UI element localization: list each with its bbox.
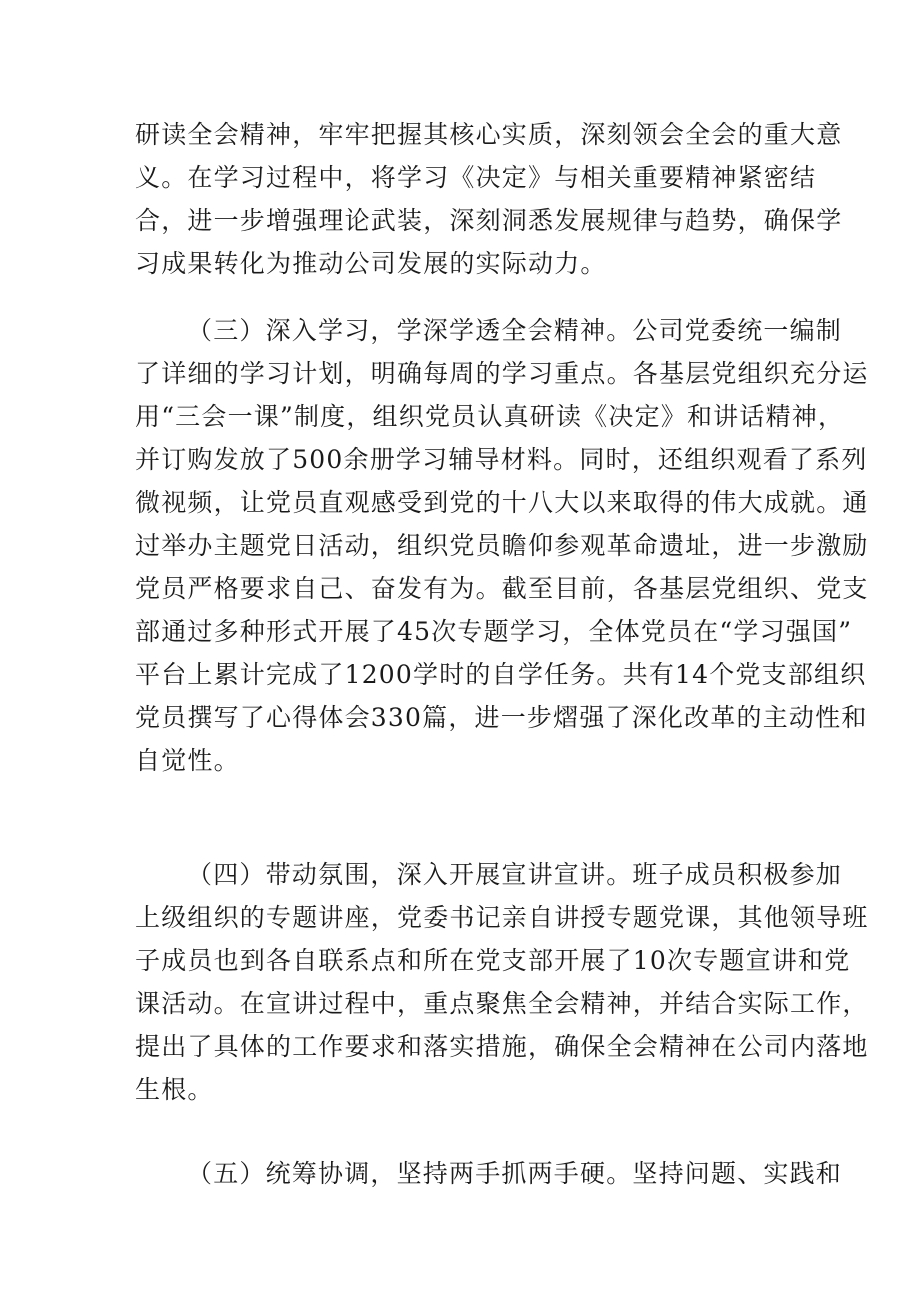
text-line: 课活动。在宣讲过程中，重点聚焦全会精神，并结合实际工作， [135, 989, 869, 1018]
text-line: 微视频，让党员直观感受到党的十八大以来取得的伟大成就。通 [135, 488, 869, 517]
text-line: 平台上累计完成了1200学时的自学任务。共有14个党支部组织 [135, 660, 867, 689]
text-line: 部通过多种形式开展了45次专题学习，全体党员在“学习强国” [135, 617, 853, 646]
text-line: 自觉性。 [135, 746, 240, 775]
text-line: 研读全会精神，牢牢把握其核心实质，深刻领会全会的重大意 [135, 120, 843, 149]
text-line: 党员严格要求自己、奋发有为。截至目前，各基层党组织、党支 [135, 574, 869, 603]
paragraph-continued [135, 113, 843, 285]
text-line: 并订购发放了500余册学习辅导材料。同时，还组织观看了系列 [135, 445, 868, 474]
text-line: 用“三会一课”制度，组织党员认真研读《决定》和讲话精神， [135, 402, 845, 431]
text-line: 过举办主题党日活动，组织党员瞻仰参观革命遗址，进一步激励 [135, 531, 869, 560]
text-line: （五）统筹协调，坚持两手抓两手硬。坚持问题、实践和 [187, 1159, 843, 1188]
paragraph-section-4 [135, 853, 869, 1111]
text-line: 上级组织的专题讲座，党委书记亲自讲授专题党课，其他领导班 [135, 903, 869, 932]
text-line: （三）深入学习，学深学透全会精神。公司党委统一编制 [187, 316, 843, 345]
paragraph-section-3 [135, 309, 869, 782]
text-line: （四）带动氛围，深入开展宣讲宣讲。班子成员积极参加 [187, 860, 843, 889]
paragraph-section-5 [135, 1152, 843, 1195]
text-line: 提出了具体的工作要求和落实措施，确保全会精神在公司内落地 [135, 1032, 869, 1061]
text-line: 生根。 [135, 1075, 214, 1104]
text-line: 合，进一步增强理论武装，深刻洞悉发展规律与趋势，确保学 [135, 206, 843, 235]
text-line: 义。在学习过程中，将学习《决定》与相关重要精神紧密结 [135, 163, 817, 192]
text-line: 了详细的学习计划，明确每周的学习重点。各基层党组织充分运 [135, 359, 869, 388]
text-line: 子成员也到各自联系点和所在党支部开展了10次专题宣讲和党 [135, 946, 851, 975]
text-line: 习成果转化为推动公司发展的实际动力。 [135, 249, 607, 278]
text-line: 党员撰写了心得体会330篇，进一步熠强了深化改革的主动性和 [135, 703, 868, 732]
